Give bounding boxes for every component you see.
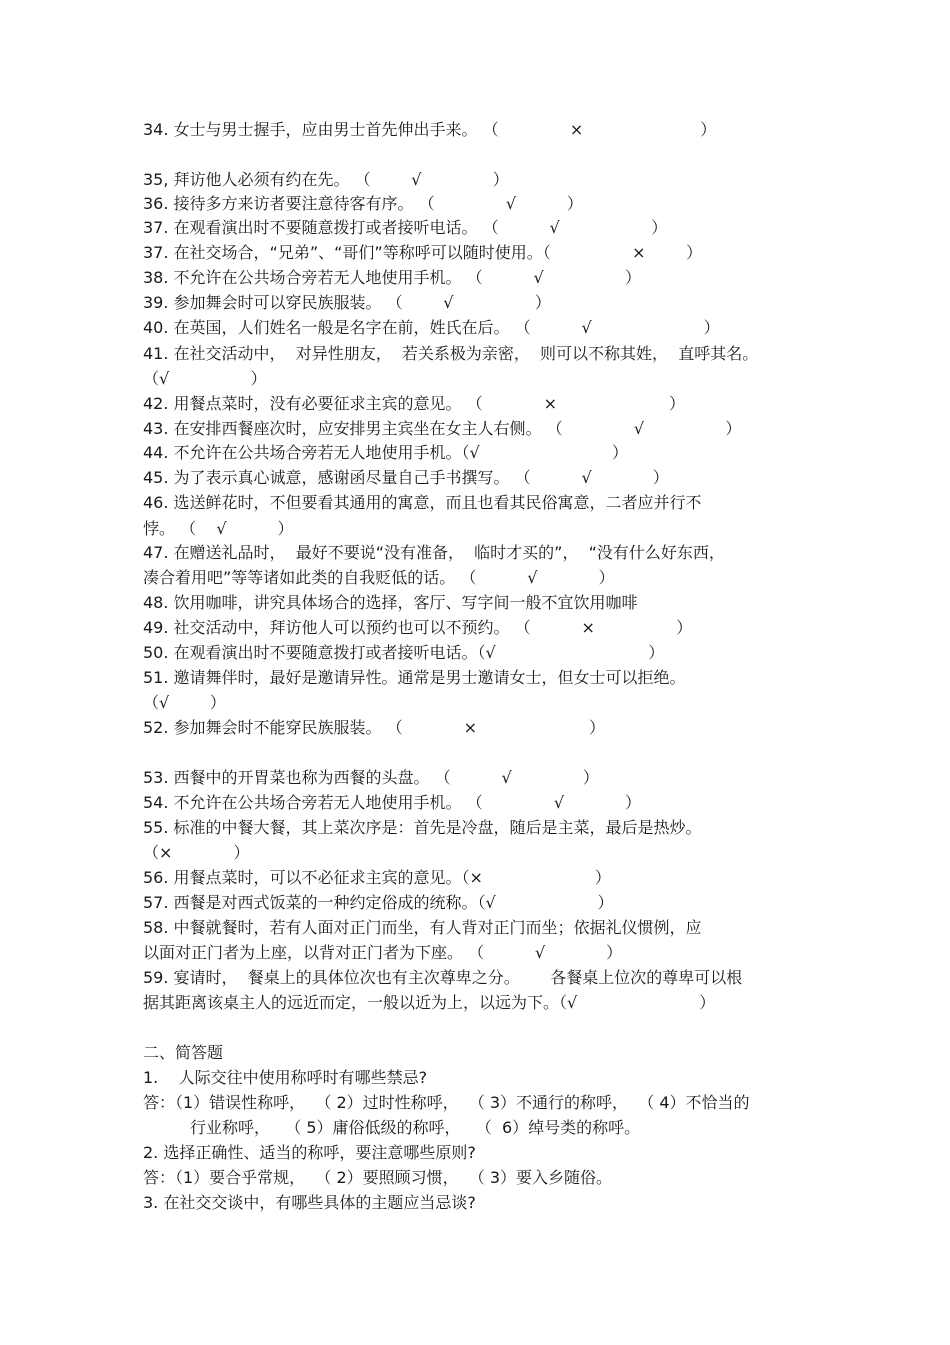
question-line: 57. 西餐是对西式饭菜的一种约定俗成的统称。（√ ） — [143, 893, 614, 912]
question-line: 42. 用餐点菜时，没有必要征求主宾的意见。 （ × ） — [143, 394, 685, 413]
answer-line: 答：（1）错误性称呼， （ 2）过时性称呼， （ 3）不通行的称呼， （ 4）不恰当的 — [143, 1093, 750, 1112]
question-line: 凑合着用吧”等等诸如此类的自我贬低的话。 （ √ ） — [143, 568, 615, 587]
answer-line: 2. 选择正确性、适当的称呼，要注意哪些原则? — [143, 1143, 476, 1162]
question-line: 据其距离该桌主人的远近而定，一般以近为上，以远为下。（√ ） — [143, 993, 716, 1012]
question-line: 43. 在安排西餐座次时，应安排男主宾坐在女主人右侧。 （ √ ） — [143, 419, 742, 438]
question-line: 37. 在观看演出时不要随意拨打或者接听电话。 （ √ ） — [143, 218, 668, 237]
question-line: 51. 邀请舞伴时，最好是邀请异性。通常是男士邀请女士，但女士可以拒绝。 — [143, 668, 686, 687]
question-line: 59. 宴请时， 餐桌上的具体位次也有主次尊卑之分。 各餐桌上位次的尊卑可以根 — [143, 968, 743, 987]
question-line: 55. 标准的中餐大餐，其上菜次序是：首先是冷盘，随后是主菜，最后是热炒。 — [143, 818, 702, 837]
question-line: 41. 在社交活动中， 对异性朋友， 若关系极为亲密， 则可以不称其姓， 直呼其名。 — [143, 344, 759, 363]
answer-line: 答：（1）要合乎常规， （ 2）要照顾习惯， （ 3）要入乡随俗。 — [143, 1168, 613, 1187]
question-line: 53. 西餐中的开胃菜也称为西餐的头盘。 （ √ ） — [143, 768, 599, 787]
question-line: （√ ） — [143, 369, 267, 388]
question-line: 35, 拜访他人必须有约在先。 （ √ ） — [143, 170, 509, 189]
question-line: 46. 选送鲜花时，不但要看其通用的寓意，而且也看其民俗寓意，二者应并行不 — [143, 493, 702, 512]
question-line: 58. 中餐就餐时，若有人面对正门而坐，有人背对正门而坐；依据礼仪惯例，应 — [143, 918, 702, 937]
question-line: 50. 在观看演出时不要随意拨打或者接听电话。（√ ） — [143, 643, 665, 662]
question-line: 54. 不允许在公共场合旁若无人地使用手机。 （ √ ） — [143, 793, 642, 812]
answer-line: 1. 人际交往中使用称呼时有哪些禁忌? — [143, 1068, 428, 1087]
question-line: 44. 不允许在公共场合旁若无人地使用手机。（√ ） — [143, 443, 628, 462]
question-line: 45. 为了表示真心诚意，感谢函尽量自己手书撰写。 （ √ ） — [143, 468, 669, 487]
question-line: 36. 接待多方来访者要注意待客有序。 （ √ ） — [143, 194, 583, 213]
question-line: 以面对正门者为上座，以背对正门者为下座。 （ √ ） — [143, 943, 623, 962]
question-line: 49. 社交活动中，拜访他人可以预约也可以不预约。 （ × ） — [143, 618, 693, 637]
question-line: 48. 饮用咖啡，讲究具体场合的选择，客厅、写字间一般不宜饮用咖啡 — [143, 593, 638, 612]
question-line: （√ ） — [143, 693, 226, 712]
question-line: 34. 女士与男士握手，应由男士首先伸出手来。 （ × ） — [143, 120, 717, 139]
question-line: 37. 在社交场合，“兄弟”、“哥们”等称呼可以随时使用。（ × ） — [143, 243, 703, 262]
question-line: 38. 不允许在公共场合旁若无人地使用手机。 （ √ ） — [143, 268, 642, 287]
question-line: 39. 参加舞会时可以穿民族服装。 （ √ ） — [143, 293, 551, 312]
answer-line: 3. 在社交交谈中，有哪些具体的主题应当忌谈? — [143, 1193, 476, 1212]
answer-line: 行业称呼， （ 5）庸俗低级的称呼， （ 6）绰号类的称呼。 — [190, 1118, 641, 1137]
question-line: 悖。 （ √ ） — [143, 519, 294, 538]
question-line: 52. 参加舞会时不能穿民族服装。 （ × ） — [143, 718, 605, 737]
question-line: 47. 在赠送礼品时， 最好不要说“没有准备， 临时才买的”， “没有什么好东西， — [143, 543, 725, 562]
question-line: 40. 在英国，人们姓名一般是名字在前，姓氏在后。 （ √ ） — [143, 318, 720, 337]
question-line: （× ） — [143, 843, 250, 862]
question-line: 56. 用餐点菜时，可以不必征求主宾的意见。（× ） — [143, 868, 611, 887]
answer-line: 二、简答题 — [143, 1043, 224, 1062]
